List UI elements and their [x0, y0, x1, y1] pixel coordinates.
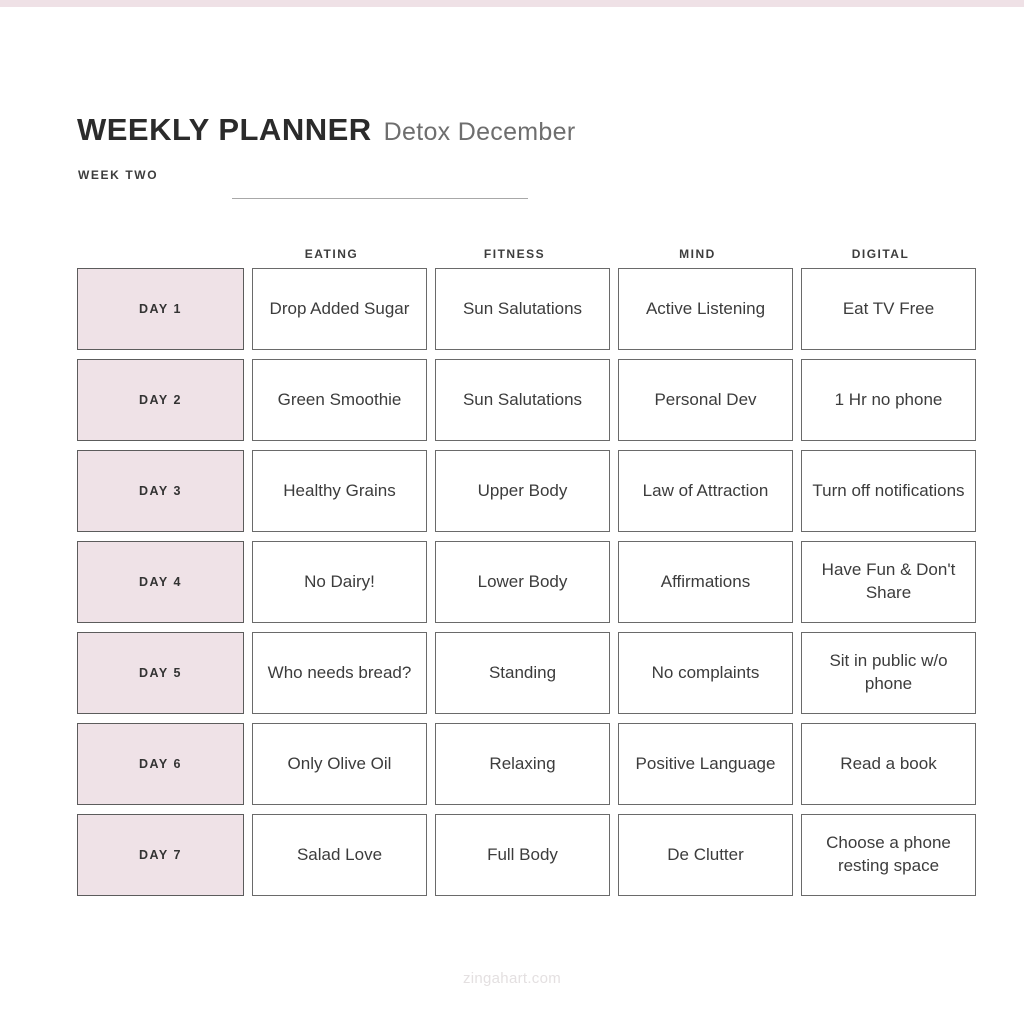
cell-gap — [427, 450, 435, 532]
task-cell[interactable]: Positive Language — [618, 723, 793, 805]
day-label: DAY 4 — [77, 541, 244, 623]
task-cell[interactable]: Active Listening — [618, 268, 793, 350]
column-header-eating: EATING — [304, 247, 359, 261]
day-label: DAY 7 — [77, 814, 244, 896]
cell-gap — [610, 541, 618, 623]
task-cell[interactable]: Eat TV Free — [801, 268, 976, 350]
cell-gap — [427, 814, 435, 896]
table-row — [77, 450, 965, 532]
table-row — [77, 359, 947, 441]
task-cell[interactable]: Choose a phone resting space — [801, 814, 976, 896]
day-label: DAY 2 — [77, 359, 244, 441]
cell-gap — [244, 359, 252, 441]
cell-gap — [793, 723, 801, 805]
task-cell[interactable]: Law of Attraction — [618, 450, 793, 532]
cell-gap — [244, 723, 252, 805]
cell-gap — [427, 632, 435, 714]
table-row — [77, 814, 951, 896]
task-cell[interactable]: Relaxing — [435, 723, 610, 805]
cell-gap — [427, 723, 435, 805]
cell-gap — [610, 632, 618, 714]
task-cell[interactable]: Read a book — [801, 723, 976, 805]
cell-gap — [244, 268, 252, 350]
table-row — [77, 268, 947, 350]
cell-gap — [793, 450, 801, 532]
cell-gap — [244, 814, 252, 896]
cell-gap — [610, 814, 618, 896]
cell-gap — [244, 541, 252, 623]
task-cell[interactable]: No Dairy! — [252, 541, 427, 623]
cell-gap — [793, 814, 801, 896]
task-cell[interactable]: Personal Dev — [618, 359, 793, 441]
week-label: WEEK TWO — [78, 168, 159, 182]
task-cell[interactable]: Salad Love — [252, 814, 427, 896]
task-cell[interactable]: Sun Salutations — [435, 359, 610, 441]
table-row — [77, 723, 947, 805]
task-cell[interactable]: Affirmations — [618, 541, 793, 623]
task-cell[interactable]: Upper Body — [435, 450, 610, 532]
cell-gap — [793, 268, 801, 350]
cell-gap — [427, 541, 435, 623]
task-cell[interactable]: 1 Hr no phone — [801, 359, 976, 441]
title-subtitle: Detox December — [383, 118, 576, 146]
task-cell[interactable]: Drop Added Sugar — [252, 268, 427, 350]
task-cell[interactable]: Who needs bread? — [252, 632, 427, 714]
table-row — [77, 541, 956, 623]
cell-gap — [244, 450, 252, 532]
day-label: DAY 5 — [77, 632, 244, 714]
task-cell[interactable]: Healthy Grains — [252, 450, 427, 532]
column-header-mind: MIND — [679, 247, 716, 261]
cell-gap — [427, 268, 435, 350]
task-cell[interactable]: Lower Body — [435, 541, 610, 623]
cell-gap — [793, 632, 801, 714]
cell-gap — [244, 632, 252, 714]
task-cell[interactable]: De Clutter — [618, 814, 793, 896]
cell-gap — [793, 359, 801, 441]
day-label: DAY 6 — [77, 723, 244, 805]
task-cell[interactable]: Full Body — [435, 814, 610, 896]
planner-grid — [77, 240, 965, 905]
column-header-fitness: FITNESS — [483, 247, 546, 261]
task-cell[interactable]: Sun Salutations — [435, 268, 610, 350]
task-cell[interactable]: Have Fun & Don't Share — [801, 541, 976, 623]
top-accent-bar — [0, 0, 1024, 7]
task-cell[interactable]: Standing — [435, 632, 610, 714]
cell-gap — [610, 723, 618, 805]
day-label: DAY 1 — [77, 268, 244, 350]
watermark: zingahart.com — [462, 970, 562, 987]
cell-gap — [793, 541, 801, 623]
task-cell[interactable]: Only Olive Oil — [252, 723, 427, 805]
title-main: WEEKLY PLANNER — [77, 112, 372, 147]
task-cell[interactable]: Sit in public w/o phone — [801, 632, 976, 714]
day-label: DAY 3 — [77, 450, 244, 532]
cell-gap — [610, 450, 618, 532]
column-header-digital: DIGITAL — [851, 247, 910, 261]
title-divider — [232, 198, 528, 199]
table-row — [77, 632, 947, 714]
task-cell[interactable]: Turn off notifications — [801, 450, 976, 532]
page-title — [77, 112, 575, 148]
table-header-row — [77, 240, 947, 268]
task-cell[interactable]: No complaints — [618, 632, 793, 714]
cell-gap — [610, 359, 618, 441]
cell-gap — [427, 359, 435, 441]
cell-gap — [610, 268, 618, 350]
task-cell[interactable]: Green Smoothie — [252, 359, 427, 441]
